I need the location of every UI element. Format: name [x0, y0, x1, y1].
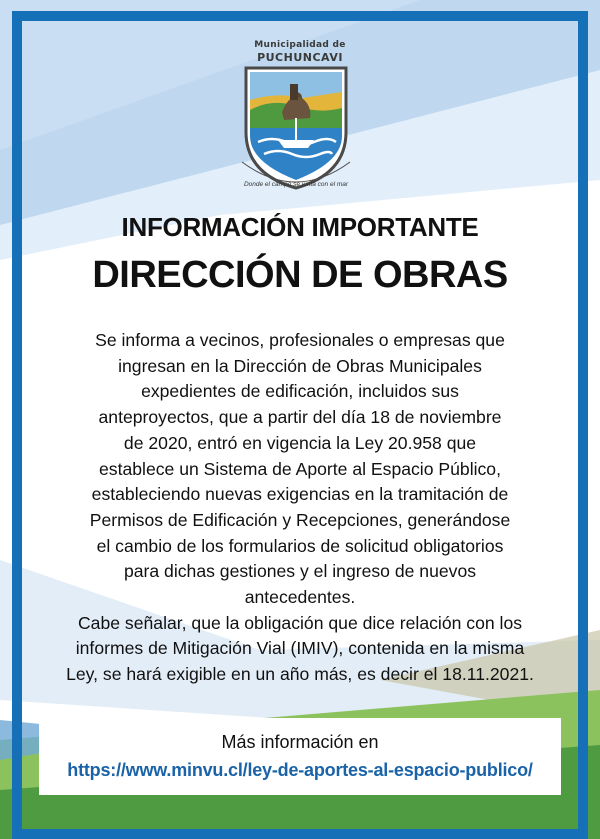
body-line: Se informa a vecinos, profesionales o empresas que — [95, 330, 505, 350]
body-line: estableciendo nuevas exigencias en la tramitación de — [91, 484, 509, 505]
body-line: anteproyectos, que a partir del día 18 de noviembre — [98, 407, 502, 428]
title-line-2: DIRECCIÓN DE OBRAS — [92, 254, 508, 296]
minvu-link[interactable]: https://www.minvu.cl/ley-de-aportes-al-espacio-publico/ — [67, 760, 533, 780]
body-line: expedientes de edificación, incluidos sus — [141, 381, 459, 402]
body-line: informes de Mitigación Vial (IMIV), contenida en la misma — [75, 638, 525, 659]
more-info-label: Más información en — [221, 732, 379, 752]
body-line: para dichas gestiones y el ingreso de nuevos — [123, 561, 477, 582]
notice-body — [55, 328, 545, 688]
body-line: Cabe señalar, que la obligación que dice relación con los — [77, 612, 523, 633]
logo-name-line-1: Municipalidad de — [254, 40, 346, 50]
body-line: el cambio de los formularios de solicitud obligatorios — [96, 535, 504, 556]
body-line: antecedentes. — [244, 587, 356, 608]
more-info-box — [39, 718, 561, 795]
body-line: ingresan en la Dirección de Obras Municipales — [118, 355, 482, 376]
logo-name-line-2: PUCHUNCAVI — [257, 51, 343, 64]
body-line: Ley, se hará exigible en un año más, es decir el 18.11.2021. — [66, 664, 534, 685]
body-line: Permisos de Edificación y Recepciones, generándose — [89, 509, 511, 530]
municipal-logo — [0, 40, 600, 190]
coat-of-arms-icon — [232, 62, 360, 190]
title-line-1: INFORMACIÓN IMPORTANTE — [121, 212, 479, 242]
logo-motto: Donde el campo se junta con el mar — [243, 181, 349, 188]
body-line: establece un Sistema de Aporte al Espacio Público, — [99, 458, 501, 479]
body-line: de 2020, entró en vigencia la Ley 20.958 que — [123, 432, 477, 453]
